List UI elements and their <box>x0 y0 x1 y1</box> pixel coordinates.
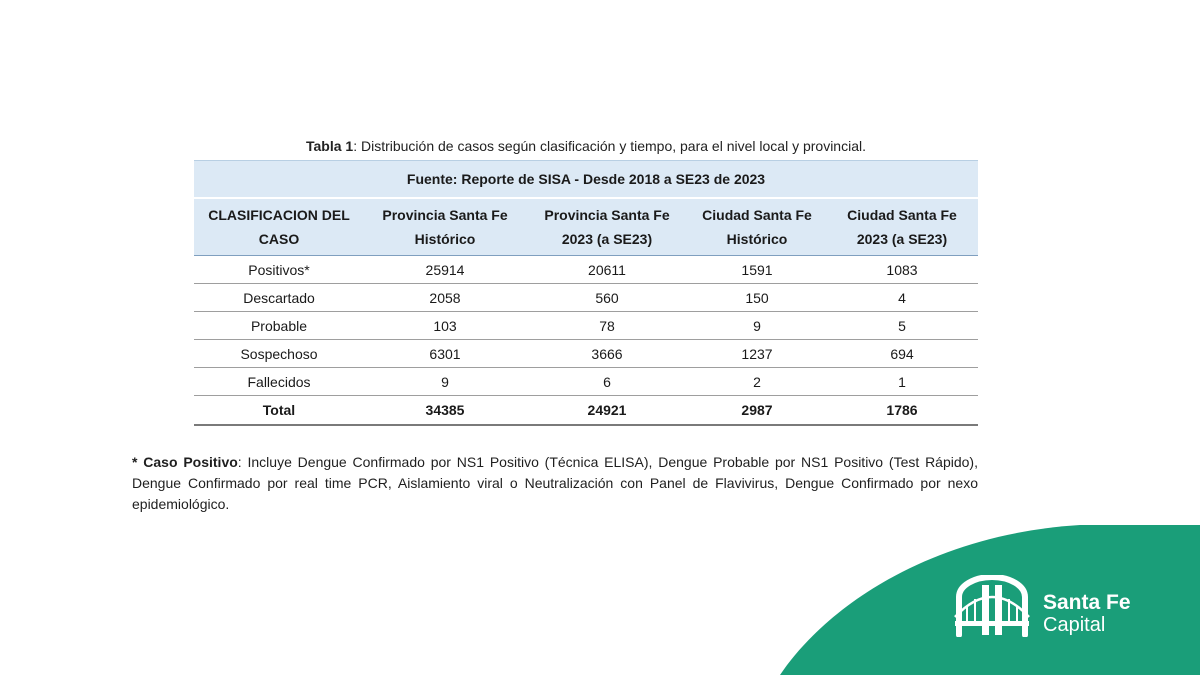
table-cell: 20611 <box>526 256 688 284</box>
total-label: Total <box>194 396 364 426</box>
table-row <box>194 368 978 396</box>
table-cell: 103 <box>364 312 526 340</box>
table-cell: 1 <box>826 368 978 396</box>
row-label: Descartado <box>194 284 364 312</box>
row-label: Probable <box>194 312 364 340</box>
table-cell: 694 <box>826 340 978 368</box>
caption-label: Tabla 1 <box>305 138 354 154</box>
row-label: Positivos* <box>194 256 364 284</box>
source-row <box>194 161 978 199</box>
cases-table <box>194 160 978 426</box>
total-cell: 2987 <box>688 396 826 426</box>
table-cell: 1083 <box>826 256 978 284</box>
header-row <box>194 198 978 256</box>
footnote-label: * Caso Positivo <box>132 454 238 470</box>
bridge-logo-icon <box>953 575 1031 637</box>
table-cell: 2058 <box>364 284 526 312</box>
table-cell: 4 <box>826 284 978 312</box>
table-cell: 6 <box>526 368 688 396</box>
table-cell: 78 <box>526 312 688 340</box>
brand-logo-text <box>1043 592 1131 636</box>
table-row <box>194 340 978 368</box>
table-cell: 560 <box>526 284 688 312</box>
table-cell: 9 <box>364 368 526 396</box>
brand-line-2: Capital <box>1043 614 1106 636</box>
total-cell: 24921 <box>526 396 688 426</box>
brand-line-1: Santa Fe <box>1043 591 1131 614</box>
total-row <box>194 396 978 426</box>
table-caption <box>194 138 978 154</box>
table-cell: 9 <box>688 312 826 340</box>
table-cell: 25914 <box>364 256 526 284</box>
table-cell: 2 <box>688 368 826 396</box>
source-cell: Fuente: Reporte de SISA - Desde 2018 a SE23 de 2023 <box>194 161 978 199</box>
caption-text: : Distribución de casos según clasificación y tiempo, para el nivel local y provincial. <box>353 138 866 154</box>
header-cell: CLASIFICACION DEL CASO <box>194 198 364 256</box>
table-row <box>194 284 978 312</box>
total-cell: 1786 <box>826 396 978 426</box>
table-cell: 6301 <box>364 340 526 368</box>
table-cell: 5 <box>826 312 978 340</box>
table-cell: 1591 <box>688 256 826 284</box>
total-cell: 34385 <box>364 396 526 426</box>
footnote-text: : Incluye Dengue Confirmado por NS1 Positivo (Técnica ELISA), Dengue Probable por NS1 Positivo (Test Rápido), Dengue Confirmado por real time PCR, Aislamiento viral o Neutralización con Panel de Flavivirus, Dengue Confirmado por nexo epidemiológico. <box>132 454 978 512</box>
row-label: Sospechoso <box>194 340 364 368</box>
row-label: Fallecidos <box>194 368 364 396</box>
table-row <box>194 256 978 284</box>
footnote <box>132 452 978 515</box>
header-cell: Ciudad Santa Fe Histórico <box>688 198 826 256</box>
table-row <box>194 312 978 340</box>
header-cell: Provincia Santa Fe Histórico <box>364 198 526 256</box>
table-cell: 150 <box>688 284 826 312</box>
table-cell: 3666 <box>526 340 688 368</box>
header-cell: Provincia Santa Fe 2023 (a SE23) <box>526 198 688 256</box>
table-cell: 1237 <box>688 340 826 368</box>
header-cell: Ciudad Santa Fe 2023 (a SE23) <box>826 198 978 256</box>
